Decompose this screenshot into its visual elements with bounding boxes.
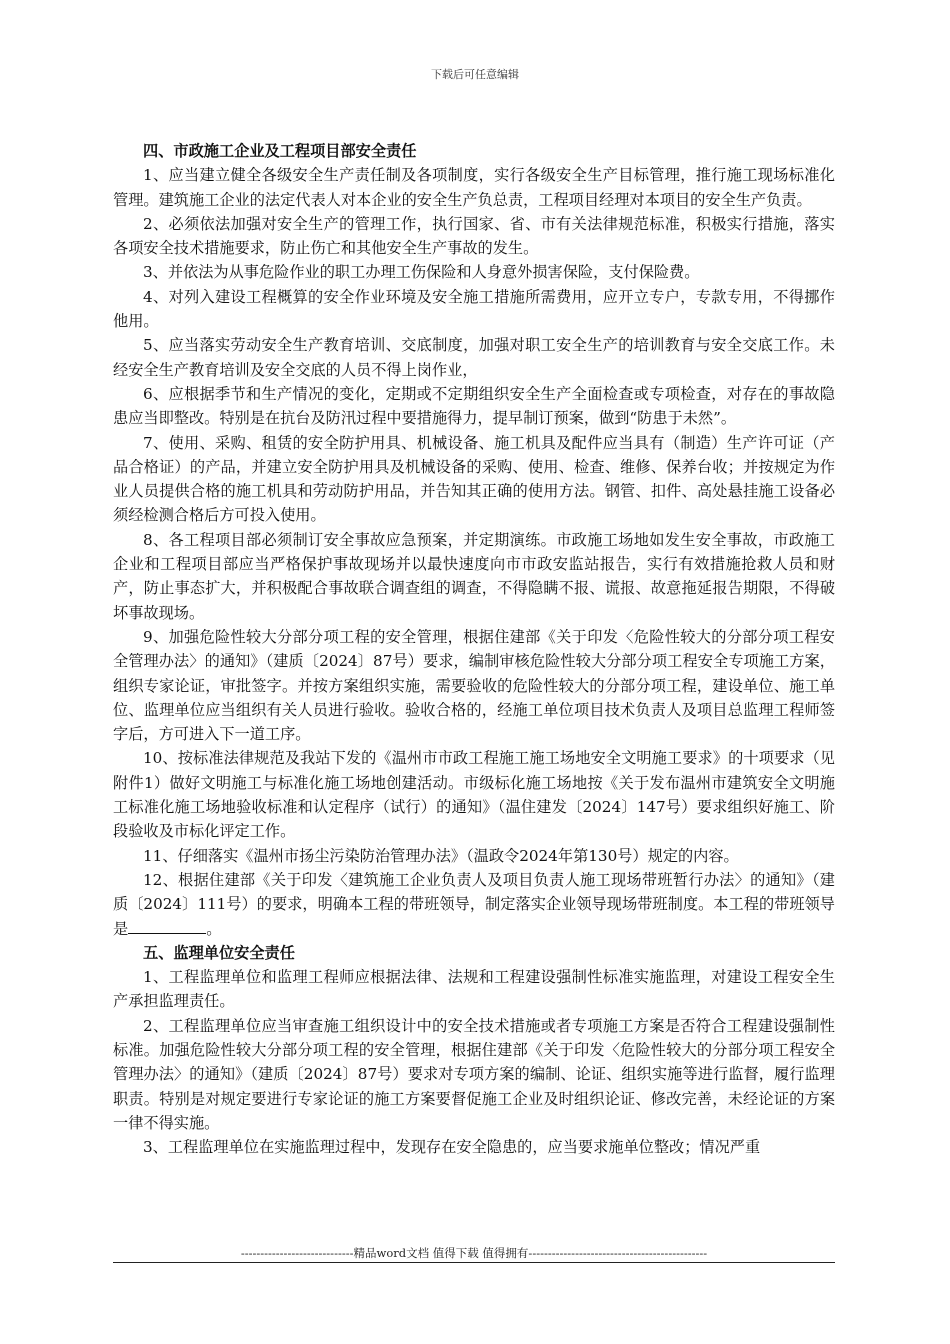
- section-heading: 四、市政施工企业及工程项目部安全责任: [143, 142, 417, 160]
- fill-in-blank: [128, 919, 206, 934]
- paragraph: 2、工程监理单位应当审查施工组织设计中的安全技术措施或者专项施工方案是否符合工程建设强制性标准。加强危险性较大分部分项工程的安全管理，根据住建部《关于印发〈危险性较大的分部分项工程安全管理办法〉的通知》（建质〔2024〕87号）要求对专项方案的编制、论证、组织实施等进行监督，履行监理职责。特别是对规定要进行专家论证的施工方案要督促施工企业及时组织论证、修改完善，未经论证的方案一律不得实施。: [113, 1016, 835, 1132]
- page-header: 下载后可任意编辑: [431, 68, 519, 81]
- paragraph: 2、必须依法加强对安全生产的管理工作，执行国家、省、市有关法律规范标准，积极实行措施，落实各项安全技术措施要求，防止伤亡和其他安全生产事故的发生。: [113, 214, 835, 258]
- paragraph-item-12: [113, 868, 835, 941]
- paragraph: 3、并依法为从事危险作业的职工办理工伤保险和人身意外损害保险，支付保险费。: [143, 263, 700, 282]
- section-heading: 五、监理单位安全责任: [143, 943, 295, 962]
- paragraph: 4、对列入建设工程概算的安全作业环境及安全施工措施所需费用，应开立专户，专款专用，不得挪作他用。: [113, 287, 835, 331]
- paragraph: 6、应根据季节和生产情况的变化，定期或不定期组织安全生产全面检查或专项检查，对存在的事故隐患应当即整改。特别是在抗台及防汛过程中要措施得力，提早制订预案，做到“防患于未然”。: [113, 384, 835, 428]
- footer-divider: [113, 1262, 835, 1263]
- paragraph: 1、工程监理单位和监理工程师应根据法律、法规和工程建设强制性标准实施监理，对建设工程安全生产承担监理责任。: [113, 968, 835, 1011]
- page-footer: -----------------------------精品word文档 值得下载 值得拥有----------------------------------------------: [240, 1246, 708, 1260]
- paragraph: 11、仔细落实《温州市扬尘污染防治管理办法》（温政令2024年第130号）规定的内容。: [143, 846, 739, 865]
- paragraph: 8、各工程项目部必须制订安全事故应急预案，并定期演练。市政施工场地如发生安全事故，市政施工企业和工程项目部应当严格保护事故现场并以最快速度向市市政安监站报告，实行有效措施抢救人员和财产，防止事态扩大，并积极配合事故联合调查组的调查，不得隐瞒不报、谎报、故意拖延报告期限，不得破坏事故现场。: [113, 530, 835, 622]
- document-body: [113, 139, 835, 1159]
- paragraph: 5、应当落实劳动安全生产教育培训、交底制度，加强对职工安全生产的培训教育与安全交底工作。未经安全生产教育培训及安全交底的人员不得上岗作业，: [113, 336, 835, 379]
- paragraph: 3、工程监理单位在实施监理过程中，发现存在安全隐患的，应当要求施单位整改；情况严重: [143, 1138, 761, 1157]
- paragraph: 7、使用、采购、租赁的安全防护用具、机械设备、施工机具及配件应当具有（制造）生产许可证（产品合格证）的产品，并建立安全防护用具及机械设备的采购、使用、检查、维修、保养台收；并按规定为作业人员提供合格的施工机具和劳动防护用品，并告知其正确的使用方法。钢管、扣件、高处悬挂施工设备必须经检测合格后方可投入使用。: [113, 433, 835, 525]
- paragraph: 9、加强危险性较大分部分项工程的安全管理，根据住建部《关于印发〈危险性较大的分部分项工程安全管理办法〉的通知》（建质〔2024〕87号）要求，编制审核危险性较大分部分项工程安全专项施工方案，组织专家论证，审批签字。并按方案组织实施，需要验收的危险性较大的分部分项工程，建设单位、施工单位、监理单位应当组织有关人员进行验收。验收合格的，经施工单位项目技术负责人及项目总监理工程师签字后，方可进入下一道工序。: [113, 627, 835, 744]
- item-12-end: 。: [206, 919, 222, 938]
- paragraph: 1、应当建立健全各级安全生产责任制及各项制度，实行各级安全生产目标管理，推行施工现场标准化管理。建筑施工企业的法定代表人对本企业的安全生产负总责，工程项目经理对本项目的安全生产负责。: [113, 166, 835, 209]
- item-12-text: 12、根据住建部《关于印发〈建筑施工企业负责人及项目负责人施工现场带班暂行办法〉的通知》（建质〔2024〕111号）的要求，明确本工程的带班领导，制定落实企业领导现场带班制度。本工程的带班领导是: [113, 870, 835, 938]
- paragraph: 10、按标准法律规范及我站下发的《温州市市政工程施工施工场地安全文明施工要求》的十项要求（见附件1）做好文明施工与标准化施工场地创建活动。市级标化施工场地按《关于发布温州市建筑安全文明施工标准化施工场地验收标准和认定程序（试行）的通知》（温住建发〔2024〕147号）要求组织好施工、阶段验收及市标化评定工作。: [113, 749, 835, 841]
